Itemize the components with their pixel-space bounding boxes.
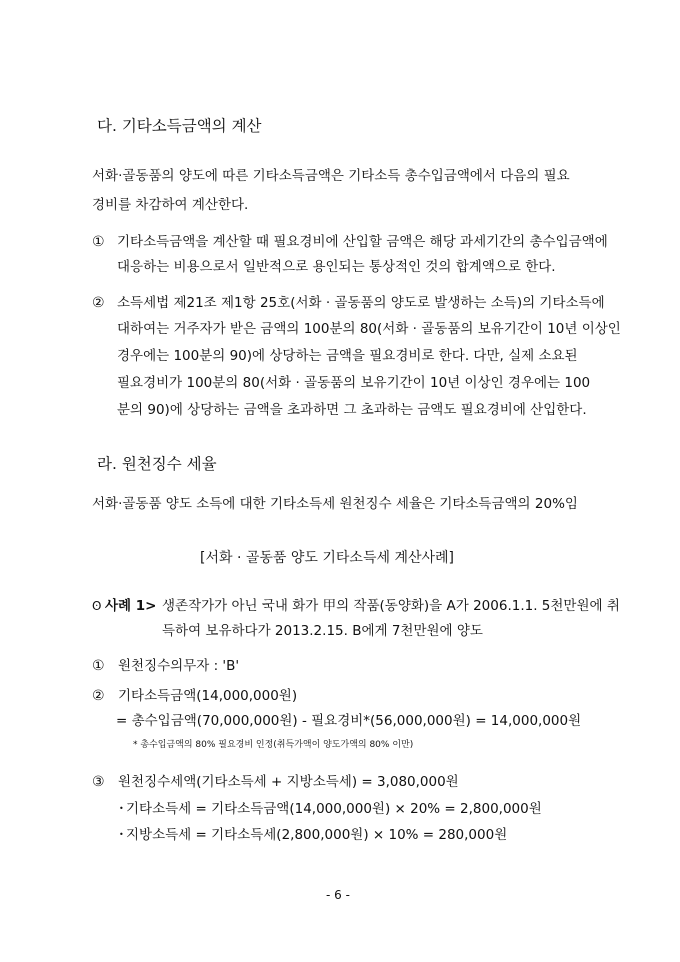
item2-line-3: 경우에는 100분의 90)에 상당하는 금액을 필요경비로 한다. 다만, 실제 소요된 (117, 348, 578, 364)
case-label: 사례 1> (105, 598, 157, 614)
step1-marker: ① (92, 658, 105, 674)
intro-line-2: 경비를 차감하여 계산한다. (92, 197, 249, 213)
item1-marker: ① (92, 234, 105, 250)
step3-bullet-2: 지방소득세 = 기타소득세(2,800,000원) × 10% = 280,000원 (126, 827, 508, 843)
step1-text: 원천징수의무자 : 'B' (118, 658, 240, 674)
case-line-1: 생존작가가 아닌 국내 화가 甲의 작품(동양화)을 A가 2006.1.1. 5천만원에 취 (162, 598, 620, 614)
heading-da: 다. 기타소득금액의 계산 (97, 117, 262, 135)
step2-formula: = 총수입금액(70,000,000원) - 필요경비*(56,000,000원) = 14,000,000원 (116, 713, 582, 729)
item2-marker: ② (92, 295, 105, 311)
bullet-icon: • (119, 830, 124, 839)
item2-line-4: 필요경비가 100분의 80(서화 · 골동품의 보유기간이 10년 이상인 경우에는 100 (117, 375, 591, 391)
step2-text: 기타소득금액(14,000,000원) (118, 688, 298, 704)
example-title: [서화 · 골동품 양도 기타소득세 계산사례] (200, 550, 455, 566)
item1-line-2: 대응하는 비용으로서 일반적으로 용인되는 통상적인 것의 합계액으로 한다. (117, 259, 556, 275)
step2-marker: ② (92, 688, 105, 704)
bullet-icon: • (119, 804, 124, 813)
case-marker-icon: ʘ (92, 599, 102, 613)
intro-line-1: 서화·골동품의 양도에 따른 기타소득금액은 기타소득 총수입금액에서 다음의 필요 (92, 168, 570, 184)
step3-marker: ③ (92, 774, 105, 790)
step3-text: 원천징수세액(기타소득세 + 지방소득세) = 3,080,000원 (118, 774, 459, 790)
case-line-2: 득하여 보유하다가 2013.2.15. B에게 7천만원에 양도 (162, 623, 483, 639)
item2-line-1: 소득세법 제21조 제1항 25호(서화 · 골동품의 양도로 발생하는 소득)의 기타소득에 (117, 295, 605, 311)
step2-note: * 총수입금액의 80% 필요경비 인정(취득가액이 양도가액의 80% 이만) (133, 740, 414, 750)
ra-text: 서화·골동품 양도 소득에 대한 기타소득세 원천징수 세율은 기타소득금액의 20%임 (92, 496, 578, 512)
item1-line-1: 기타소득금액을 계산할 때 필요경비에 산입할 금액은 해당 과세기간의 총수입금액에 (117, 234, 608, 250)
heading-ra: 라. 원천징수 세율 (97, 455, 217, 473)
item2-line-5: 분의 90)에 상당하는 금액을 초과하면 그 초과하는 금액도 필요경비에 산입한다. (117, 402, 587, 418)
item2-line-2: 대하여는 거주자가 받은 금액의 100분의 80(서화 · 골동품의 보유기간이 10년 이상인 (117, 321, 621, 337)
step3-bullet-1: 기타소득세 = 기타소득금액(14,000,000원) × 20% = 2,800,000원 (126, 801, 542, 817)
page-number: - 6 - (326, 888, 350, 902)
